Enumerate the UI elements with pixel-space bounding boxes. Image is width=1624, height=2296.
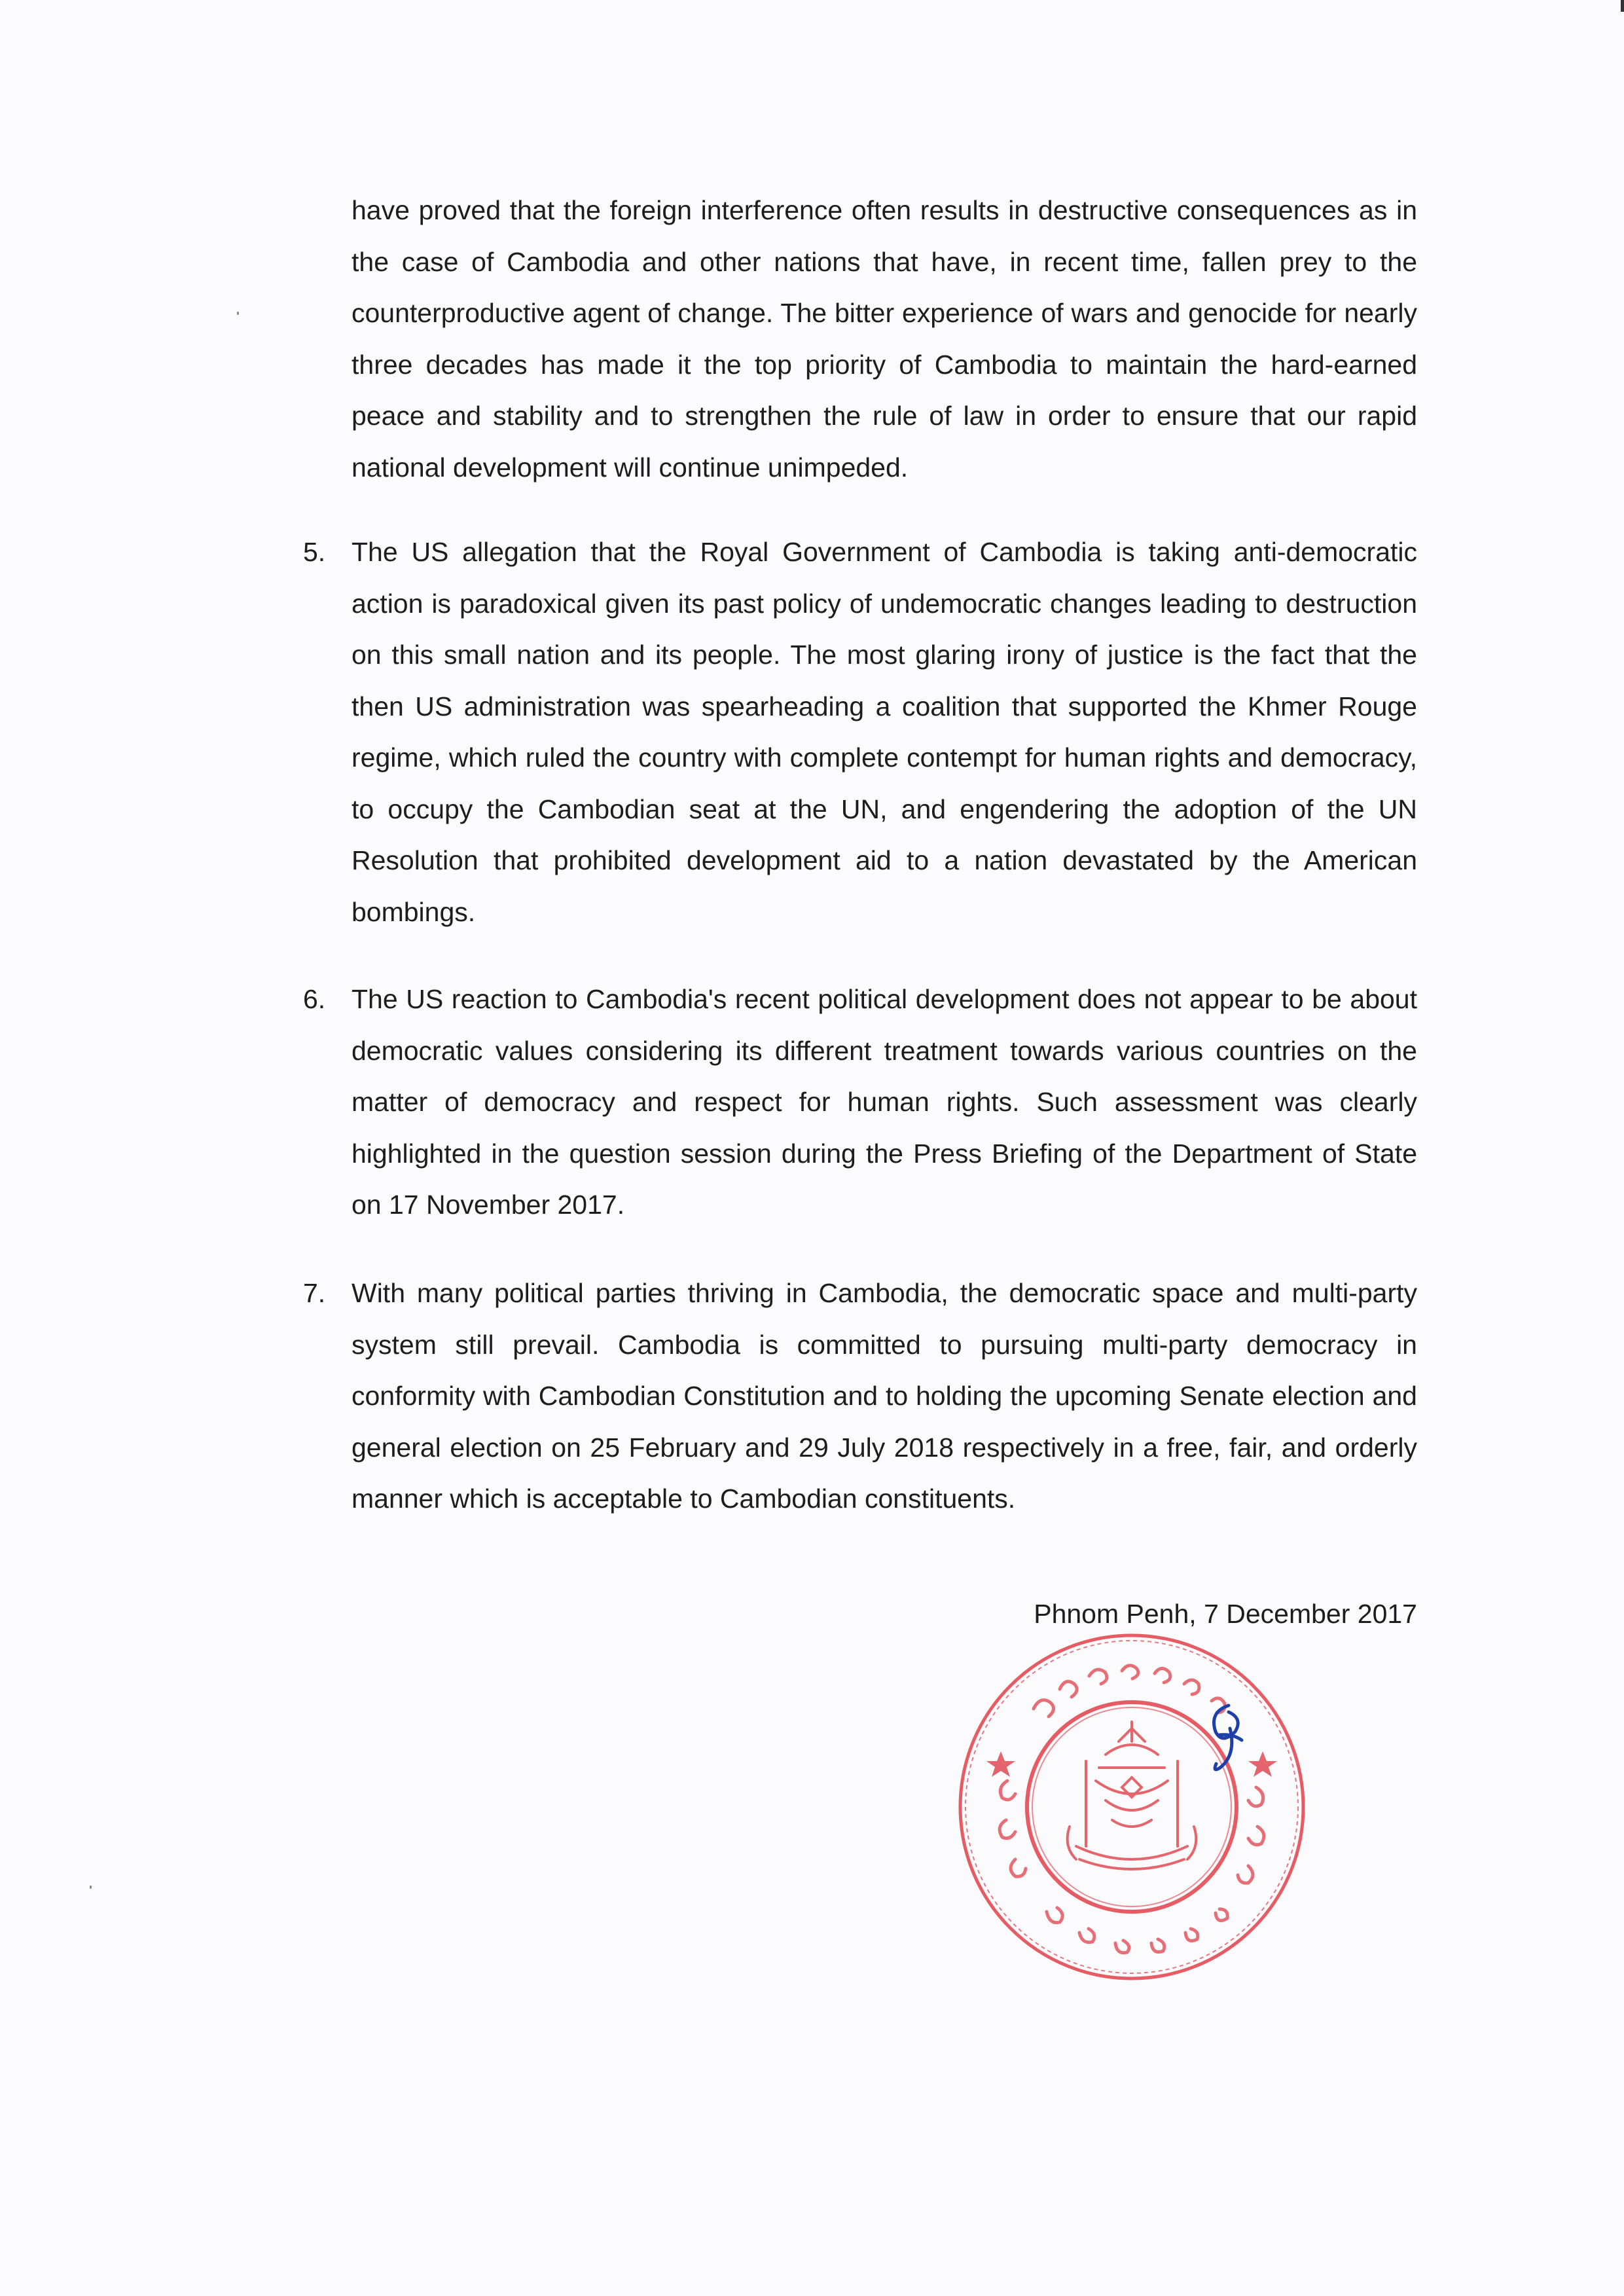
item-text: The US allegation that the Royal Government of Cambodia is taking anti-democratic action is paradoxical given its past policy of undemocratic changes leading to destruction on this small nation and its people. The most glaring irony of justice is the fact that the then US administration was spearheading a coalition that supported the Khmer Rouge regime, which ruled the country with complete contempt for human rights and democracy, to occupy the Cambodian seat at the UN, and engendering the adoption of the UN Resolution that prohibited development aid to a nation devastated by the American bombings. bbox=[352, 537, 1417, 927]
continuation-paragraph: have proved that the foreign interference often results in destructive consequences as in the case of Cambodia and other nations that have, in recent time, fallen prey to the counterproductive agent of change. The bitter experience of wars and genocide for nearly three decades has made it the top priority of Cambodia to maintain the hard-earned peace and stability and to strengthen the rule of law in order to ensure that our rapid national development will continue unimpeded. bbox=[352, 195, 1417, 483]
scan-edge-mark bbox=[1621, 0, 1624, 12]
scan-speck bbox=[90, 1886, 92, 1889]
item-number: 7. bbox=[303, 1278, 326, 1308]
place-and-date: Phnom Penh, 7 December 2017 bbox=[1034, 1599, 1417, 1629]
item-number: 6. bbox=[303, 984, 326, 1014]
item-text: The US reaction to Cambodia's recent political development does not appear to be about democratic values considering its different treatment towards various countries on the matter of democracy and respect for human rights. Such assessment was clearly highlighted in the question session during the Press Briefing of the Department of State on 17 November 2017. bbox=[352, 984, 1417, 1220]
item-text: With many political parties thriving in Cambodia, the democratic space and multi-party system still prevail. Cambodia is committed to pursuing multi-party democracy in conformity with Cambodian Constitution and to holding the upcoming Senate election and general election on 25 February and 29 July 2018 respectively in a free, fair, and orderly manner which is acceptable to Cambodian constituents. bbox=[352, 1278, 1417, 1514]
official-seal-icon bbox=[955, 1630, 1308, 1984]
scan-speck bbox=[237, 312, 239, 315]
item-number: 5. bbox=[303, 537, 326, 567]
